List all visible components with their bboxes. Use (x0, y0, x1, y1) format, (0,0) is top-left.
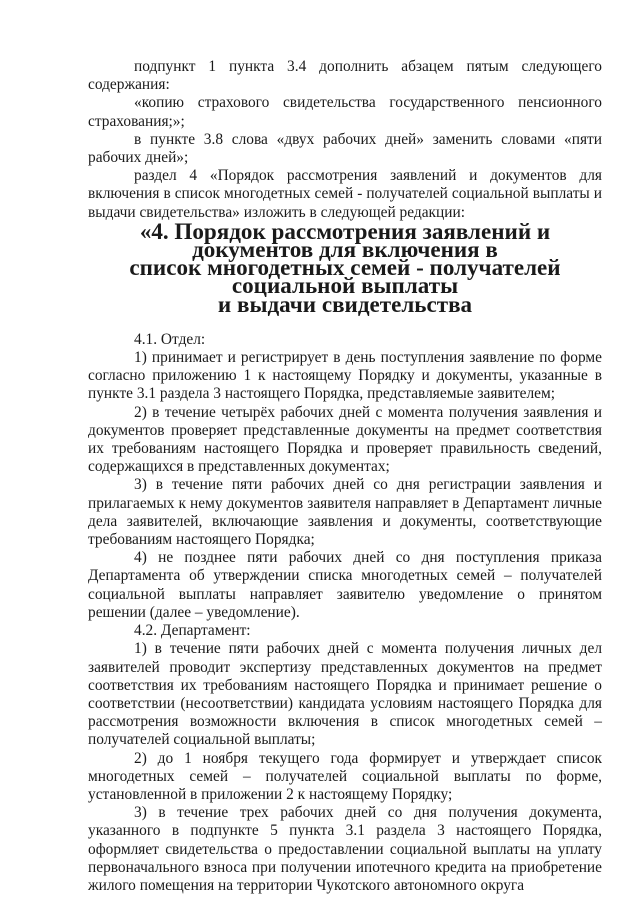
section-heading (88, 217, 602, 317)
section-4-2-item-2: 2) до 1 ноября текущего года формирует и утверждает список многодетных семей – получателей социальной выплаты по форме, установленной в приложении 2 к настоящему Порядку; (88, 749, 602, 803)
paragraph-intro-2: «копию страхового свидетельства государственного пенсионного страхования;»; (88, 94, 602, 130)
section-4-2-title: 4.2. Департамент: (134, 622, 251, 640)
section-4-1-title: 4.1. Отдел: (134, 330, 206, 348)
paragraph-intro-1: подпункт 1 пункта 3.4 дополнить абзацем пятым следующего содержания: (88, 58, 602, 94)
heading-line-3: и выдачи свидетельства (217, 290, 473, 317)
section-4-1-item-3: 3) в течение пяти рабочих дней со дня регистрации заявления и прилагаемых к нему документов заявителя направляет в Департамент личные дела заявителей, включающие заявления и документы, соответствующие требованиям настоящего Порядка; (88, 476, 602, 549)
section-4-1-item-2: 2) в течение четырёх рабочих дней с момента получения заявления и документов проверяет представленные документы на предмет соответствия их требованиям настоящего Порядка и проверяет правильность сведений, содержащихся в представленных документах; (88, 403, 602, 476)
heading-line-2: список многодетных семей - получателей социальной выплаты (129, 254, 561, 299)
section-4-2-item-3: 3) в течение трех рабочих дней со дня получения документа, указанного в подпункте 5 пункта 3.1 раздела 3 настоящего Порядка, оформляет свидетельства о предоставлении социальной выплаты на уплату первоначального взноса при получении ипотечного кредита на приобретение жилого помещения на территории Чукотского автономного округа (88, 804, 602, 894)
section-4-1-item-4: 4) не позднее пяти рабочих дней со дня поступления приказа Департамента об утверждении списка многодетных семей – получателей социальной выплаты направляет заявителю уведомление о принятом решении (далее – уведомление). (88, 549, 602, 621)
section-4-2-item-1: 1) в течение пяти рабочих дней с момента получения личных дел заявителей проводит экспертизу представленных документов на предмет соответствия их требованиям настоящего Порядка и принимает решение о соответствии (несоответствии) кандидата условиям настоящего Порядка для рассмотрения возможности включения в список многодетных семей – получателей социальной выплаты; (88, 640, 602, 749)
paragraph-intro-4: раздел 4 «Порядок рассмотрения заявлений и документов для включения в список многодетных семей - получателей социальной выплаты и выдачи свидетельства» изложить в следующей редакции: (88, 167, 602, 221)
section-4-1-item-1: 1) принимает и регистрирует в день поступления заявление по форме согласно приложению 1 к настоящему Порядку и документы, указанные в пункте 3.1 раздела 3 настоящего Порядка, представляемые заявителем; (88, 349, 602, 403)
paragraph-intro-3: в пункте 3.8 слова «двух рабочих дней» заменить словами «пяти рабочих дней»; (88, 130, 602, 167)
heading-line-1: «4. Порядок рассмотрения заявлений и документов для включения в (139, 217, 551, 263)
document-page (88, 58, 602, 895)
